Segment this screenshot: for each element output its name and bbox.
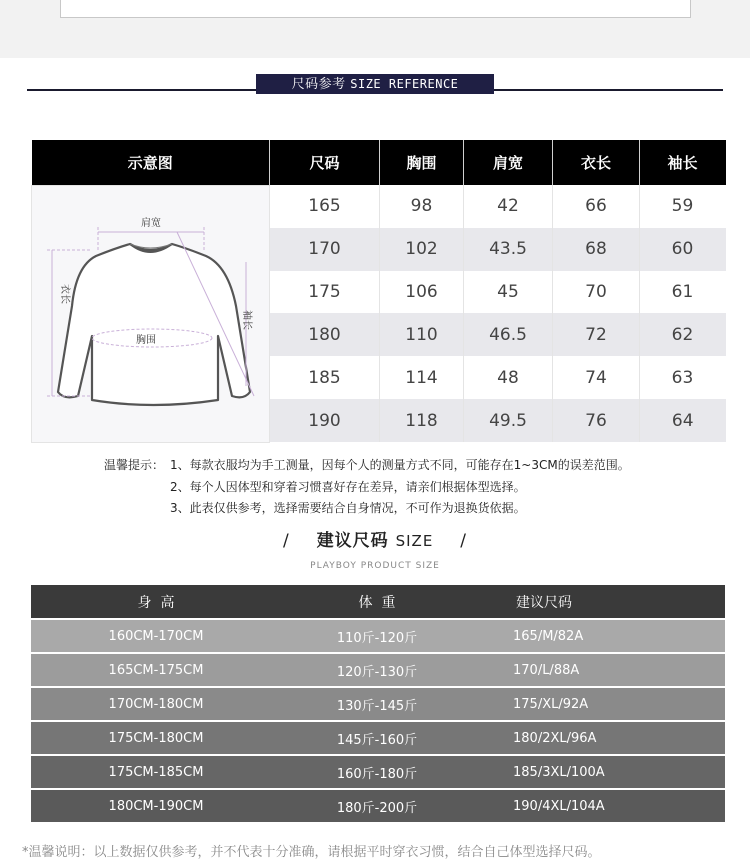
label-chest: 胸围 (136, 334, 156, 346)
note-item: 3、此表仅供参考，选择需要结合自身情况，不可作为退换货依据。 (170, 501, 526, 515)
cell-size: 190 (270, 399, 380, 442)
col-header-weight: 体 重 (358, 594, 396, 611)
header-title-en: SIZE REFERENCE (350, 77, 459, 91)
recommend-subtitle: PLAYBOY PRODUCT SIZE (310, 561, 440, 571)
cell-length: 70 (553, 271, 640, 314)
size-table (31, 140, 726, 443)
cell-size: 170 (270, 228, 380, 271)
title-slash-left: / (283, 531, 290, 551)
cell-length: 66 (553, 185, 640, 228)
section-header (256, 74, 494, 94)
cell-shoulder: 46.5 (464, 313, 553, 356)
size-table-header (32, 140, 726, 185)
cell-chest: 106 (380, 271, 464, 314)
cell-sleeve: 60 (640, 228, 726, 271)
recommend-table-header (31, 585, 725, 618)
table-row (31, 620, 725, 652)
cell-shoulder: 49.5 (464, 399, 553, 442)
col-header-size: 尺码 (270, 140, 380, 185)
notes-block (104, 455, 630, 520)
col-header-diagram: 示意图 (32, 140, 270, 185)
cell-chest: 114 (380, 356, 464, 399)
label-shoulder: 肩宽 (141, 217, 161, 229)
cell-weight: 120斤-130斤 (336, 664, 418, 680)
cell-shoulder: 48 (464, 356, 553, 399)
cell-length: 74 (553, 356, 640, 399)
cell-sleeve: 64 (640, 399, 726, 442)
recommend-table (31, 585, 725, 822)
recommend-title-en: SIZE (395, 532, 434, 550)
table-row (31, 790, 725, 822)
table-row (32, 185, 726, 228)
cell-height: 160CM-170CM (108, 628, 204, 644)
cell-weight: 110斤-120斤 (336, 630, 418, 646)
cell-weight: 180斤-200斤 (336, 800, 418, 816)
cell-chest: 110 (380, 313, 464, 356)
table-row (31, 654, 725, 686)
cell-chest: 118 (380, 399, 464, 442)
footer-note: *温馨说明：以上数据仅供参考，并不代表十分准确，请根据平时穿衣习惯，结合自己体型选择尺码。 (22, 845, 601, 860)
col-header-chest: 胸围 (380, 140, 464, 185)
cell-recommended: 190/4XL/104A (513, 798, 605, 814)
col-header-length: 衣长 (553, 140, 640, 185)
cell-height: 175CM-185CM (108, 764, 204, 780)
col-header-height: 身 高 (137, 594, 175, 611)
cell-size: 175 (270, 271, 380, 314)
table-row (31, 722, 725, 754)
recommend-header (0, 526, 750, 571)
cell-shoulder: 45 (464, 271, 553, 314)
table-row (31, 756, 725, 788)
cell-weight: 145斤-160斤 (336, 732, 418, 748)
cell-size: 185 (270, 356, 380, 399)
header-title-cn: 尺码参考 (291, 77, 346, 92)
cell-shoulder: 43.5 (464, 228, 553, 271)
cell-shoulder: 42 (464, 185, 553, 228)
note-item: 2、每个人因体型和穿着习惯喜好存在差异，请亲们根据体型选择。 (170, 479, 526, 494)
top-band (0, 0, 750, 58)
cell-sleeve: 61 (671, 282, 694, 303)
cell-height: 175CM-180CM (108, 730, 204, 746)
diagram-cell (32, 185, 270, 442)
cell-recommended: 185/3XL/100A (513, 764, 605, 780)
label-length: 衣长 (59, 283, 70, 304)
cell-recommended: 170/L/88A (513, 662, 580, 678)
col-header-recommended: 建议尺码 (516, 594, 572, 611)
cell-recommended: 180/2XL/96A (513, 730, 597, 746)
cell-recommended: 175/XL/92A (513, 696, 589, 712)
shirt-diagram (32, 186, 269, 442)
cell-sleeve: 62 (640, 313, 726, 356)
cell-height: 165CM-175CM (108, 662, 204, 678)
recommend-title-cn: 建议尺码 (316, 531, 389, 551)
cell-length: 72 (553, 313, 640, 356)
note-item: 1、每款衣服均为手工测量，因每个人的测量方式不同，可能存在1~3CM的误差范围。 (170, 458, 630, 472)
cell-height: 180CM-190CM (108, 798, 204, 814)
cell-chest: 102 (380, 228, 464, 271)
col-header-shoulder: 肩宽 (464, 140, 553, 185)
label-sleeve: 袖长 (241, 309, 252, 330)
cell-recommended: 165/M/82A (513, 628, 584, 644)
top-frame (60, 0, 691, 18)
cell-height: 170CM-180CM (108, 696, 204, 712)
cell-chest: 98 (380, 185, 464, 228)
col-header-sleeve: 袖长 (640, 140, 726, 185)
cell-size: 180 (270, 313, 380, 356)
table-row (31, 688, 725, 720)
cell-weight: 130斤-145斤 (336, 698, 418, 714)
cell-sleeve: 59 (671, 196, 694, 217)
title-slash-right: / (460, 531, 467, 551)
cell-length: 68 (553, 228, 640, 271)
cell-weight: 160斤-180斤 (336, 766, 418, 782)
cell-sleeve: 63 (671, 367, 694, 388)
cell-size: 165 (270, 185, 380, 228)
cell-length: 76 (553, 399, 640, 442)
notes-lead: 温馨提示： (104, 458, 165, 472)
